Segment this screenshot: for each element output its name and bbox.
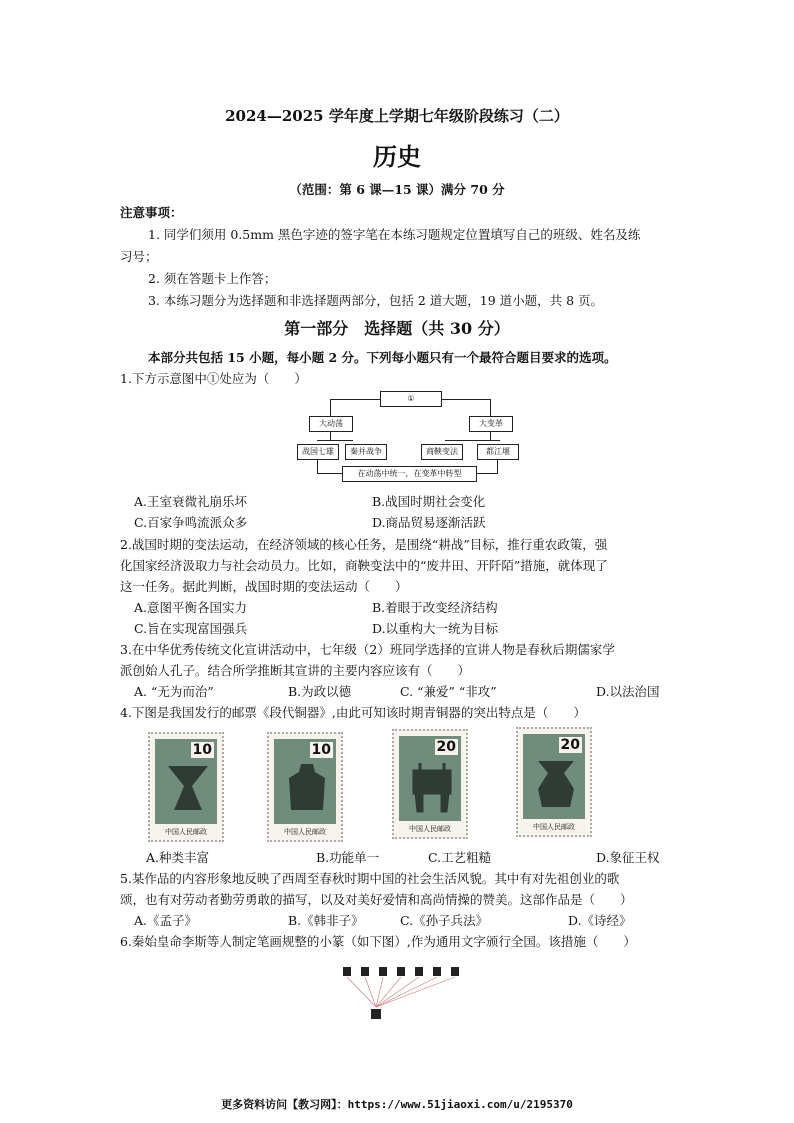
q5-option-a: A.《孟子》 — [134, 913, 198, 928]
stamp-1 — [148, 732, 224, 842]
notice-item-2: 2. 须在答题卡上作答； — [148, 271, 277, 286]
q3-option-c: C. “兼爱” “非攻” — [400, 684, 497, 699]
q3-option-a: A. “无为而治” — [134, 684, 214, 699]
q3-option-b: B.为政以德 — [288, 684, 352, 699]
q3-line-2: 派创始人孔子。结合所学推断其宣讲的主要内容应该有（ ） — [120, 663, 471, 678]
q2-line-1: 2.战国时期的变法运动，在经济领域的核心任务，是围绕“耕战”目标，推行重农政策，强 — [120, 537, 608, 552]
stamp-3-caption: 中国人民邮政 — [409, 825, 451, 833]
q2-option-c: C.旨在实现富国强兵 — [134, 621, 248, 636]
xiaozhuan-script-figure — [335, 955, 480, 1027]
q5-line-1: 5.某作品的内容形象地反映了西周至春秋时期中国的社会生活风貌。其中有对先祖创业的歌 — [120, 871, 620, 886]
diagram-top-box: ① — [380, 391, 442, 407]
notice-item-1-cont: 习号； — [120, 249, 158, 264]
q1-diagram — [295, 388, 525, 490]
diagram-box-1: 战国七雄 — [297, 444, 339, 460]
notice-heading: 注意事项： — [120, 205, 183, 220]
q1-option-c: C.百家争鸣流派众多 — [134, 515, 248, 530]
exam-title: 2024—2025 学年度上学期七年级阶段练习（二） — [225, 107, 569, 125]
diagram-left-box: 大动荡 — [309, 416, 353, 432]
diagram-right-box: 大变革 — [469, 416, 513, 432]
q1-option-b: B.战国时期社会变化 — [372, 494, 486, 509]
q3-line-1: 3.在中华优秀传统文化宣讲活动中，七年级（2）班同学选择的宣讲人物是春秋后期儒家学 — [120, 642, 615, 657]
q2-line-2: 化国家经济汲取力与社会动员力。比如，商鞅变法中的“废井田、开阡陌”措施，就体现了 — [120, 558, 608, 573]
stamp-4-caption: 中国人民邮政 — [533, 823, 575, 831]
q2-option-d: D.以重构大一统为目标 — [372, 621, 499, 636]
diagram-bottom-box: 在动荡中统一，在变革中转型 — [342, 466, 477, 482]
stamp-4 — [516, 727, 592, 837]
stamp-3-value: 20 — [436, 739, 456, 755]
q4-stem: 4.下图是我国发行的邮票《段代铜器》,由此可知该时期青铜器的突出特点是（ ） — [120, 705, 586, 720]
stamp-1-caption: 中国人民邮政 — [165, 828, 207, 836]
score-range: （范围：第 6 课—15 课）满分 70 分 — [289, 182, 505, 197]
q4-option-d: D.象征王权 — [596, 850, 660, 865]
footer-link[interactable]: 更多资料访问【教习网】：https://www.51jiaoxi.com/u/2195370 — [221, 1098, 573, 1111]
stamp-2-value: 10 — [311, 742, 331, 758]
q1-option-d: D.商品贸易逐渐活跃 — [372, 515, 486, 530]
q5-option-b: B.《韩非子》 — [288, 913, 364, 928]
q2-line-3: 这一任务。据此判断，战国时期的变法运动（ ） — [120, 579, 408, 594]
part1-intro: 本部分共包括 15 小题，每小题 2 分。下列每小题只有一个最符合题目要求的选项。 — [148, 350, 617, 365]
q4-option-b: B.功能单一 — [316, 850, 380, 865]
q2-option-b: B.着眼于改变经济结构 — [372, 600, 498, 615]
q1-stem: 1.下方示意图中①处应为（ ） — [120, 371, 307, 386]
subject-title: 历史 — [373, 142, 421, 171]
bronze-vessel-icon — [162, 762, 214, 818]
bronze-vessel-icon — [406, 761, 458, 817]
q4-option-c: C.工艺粗糙 — [428, 850, 492, 865]
q5-option-c: C.《孙子兵法》 — [400, 913, 489, 928]
q2-option-a: A.意图平衡各国实力 — [134, 600, 248, 615]
bronze-vessel-icon — [281, 760, 333, 820]
diagram-box-3: 商鞅变法 — [421, 444, 463, 460]
q6-stem: 6.秦始皇命李斯等人制定笔画规整的小篆（如下图）,作为通用文字颁行全国。该措施（ ） — [120, 934, 636, 949]
stamp-2-caption: 中国人民邮政 — [284, 828, 326, 836]
q5-line-2: 颂，也有对劳动者勤劳勇敢的描写，以及对美好爱情和高尚情操的赞美。这部作品是（ ） — [120, 892, 633, 907]
diagram-box-2: 秦并战争 — [345, 444, 387, 460]
stamp-1-value: 10 — [192, 742, 212, 758]
q4-option-a: A.种类丰富 — [146, 850, 210, 865]
diagram-box-4: 都江堰 — [477, 444, 519, 460]
bronze-vessel-icon — [530, 757, 582, 815]
q5-option-d: D.《诗经》 — [568, 913, 632, 928]
q1-option-a: A.王室衰微礼崩乐坏 — [134, 494, 248, 509]
notice-item-3: 3. 本练习题分为选择题和非选择题两部分，包括 2 道大题，19 道小题，共 8 页。 — [148, 293, 604, 308]
stamp-3 — [392, 729, 468, 839]
stamp-2 — [267, 732, 343, 842]
stamp-4-value: 20 — [560, 737, 580, 753]
q3-option-d: D.以法治国 — [596, 684, 660, 699]
part1-title: 第一部分 选择题（共 30 分） — [284, 319, 510, 338]
notice-item-1: 1. 同学们须用 0.5mm 黑色字迹的签字笔在本练习题规定位置填写自己的班级、姓名及练 — [148, 227, 641, 242]
